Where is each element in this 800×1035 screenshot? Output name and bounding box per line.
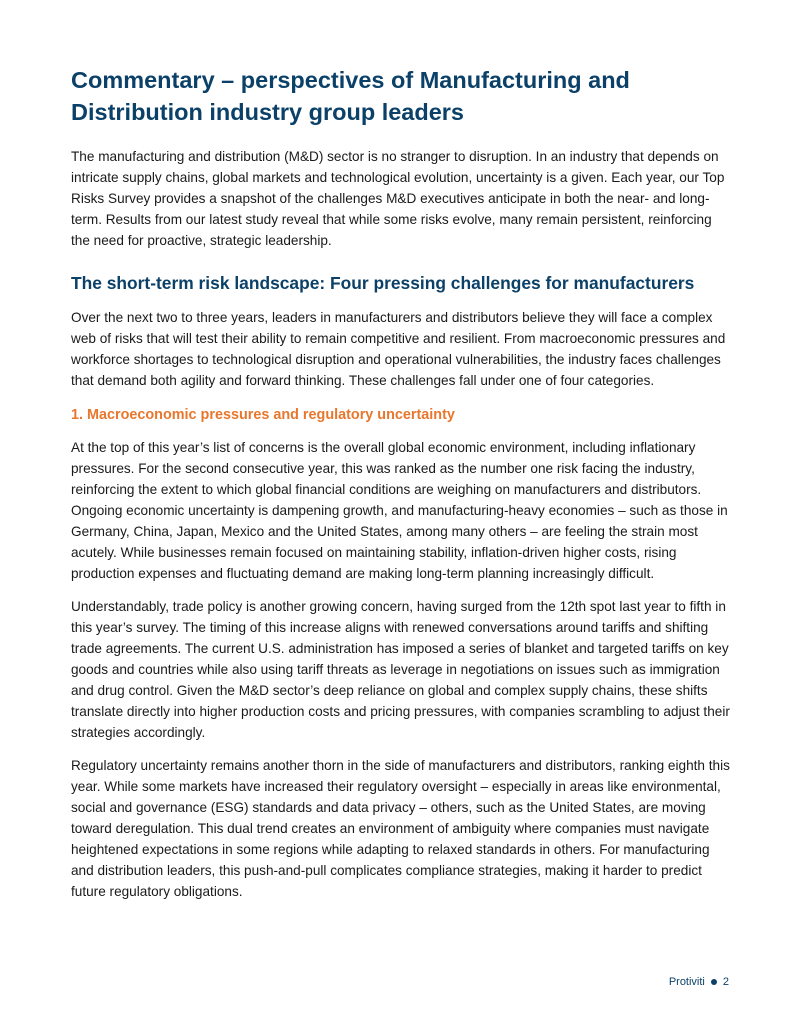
section-heading: The short-term risk landscape: Four pressing challenges for manufacturers [71, 273, 695, 293]
section-paragraph: Over the next two to three years, leaders in manufacturers and distributors believe they will face a complex web of risks that will test their ability to remain competitive and resilient. From macroeconomic pressures and workforce shortages to technological disruption and operational vulnerabilities, the industry faces challenges that demand both agility and forward thinking. These challenges fall under one of four categories. [71, 310, 726, 388]
body-paragraph-1: At the top of this year’s list of concerns is the overall global economic environment, including inflationary pressures. For the second consecutive year, this was ranked as the number one risk facing the industry, reinforcing the extent to which global financial conditions are weighing on manufacturers and distributors. Ongoing economic uncertainty is dampening growth, and manufacturing-heavy economies – such as those in Germany, China, Japan, Mexico and the United States, among many others – are feeling the strain most acutely. While businesses remain focused on maintaining stability, inflation-driven higher costs, rising production expenses and fluctuating demand are making long-term planning increasingly difficult. [71, 440, 728, 581]
page-number: 2 [722, 976, 729, 988]
document-page [71, 64, 733, 902]
body-paragraph-3: Regulatory uncertainty remains another thorn in the side of manufacturers and distributors, ranking eighth this year. While some markets have increased their regulatory oversight – especially in areas like environmental, social and governance (ESG) standards and data privacy – others, such as the United States, are moving toward deregulation. This dual trend creates an environment of ambiguity where companies must navigate heightened expectations in some regions while adapting to relaxed standards in others. For manufacturing and distribution leaders, this push-and-pull complicates compliance strategies, making it harder to predict future regulatory obligations. [71, 758, 730, 899]
bullet-dot-icon [711, 979, 717, 985]
subsection-heading: 1. Macroeconomic pressures and regulatory uncertainty [71, 407, 455, 423]
page-footer [669, 975, 729, 989]
footer-brand: Protiviti [668, 976, 705, 988]
body-paragraph-2: Understandably, trade policy is another growing concern, having surged from the 12th spot last year to fifth in this year’s survey. The timing of this increase aligns with renewed conversations around tariffs and shifting trade agreements. The current U.S. administration has imposed a series of blanket and targeted tariffs on key goods and countries while also using tariff threats as leverage in negotiations on issues such as immigration and drug control. Given the M&D sector’s deep reliance on global and complex supply chains, these shifts translate directly into higher production costs and pricing pressures, with companies scrambling to adjust their strategies accordingly. [71, 599, 730, 740]
intro-paragraph: The manufacturing and distribution (M&D) sector is no stranger to disruption. In an industry that depends on intricate supply chains, global markets and technological evolution, uncertainty is a given. Each year, our Top Risks Survey provides a snapshot of the challenges M&D executives anticipate in both the near- and long-term. Results from our latest study reveal that while some risks evolve, many remain persistent, reinforcing the need for proactive, strategic leadership. [71, 149, 725, 248]
page-title: Commentary – perspectives of Manufacturing and Distribution industry group leaders [71, 67, 630, 125]
